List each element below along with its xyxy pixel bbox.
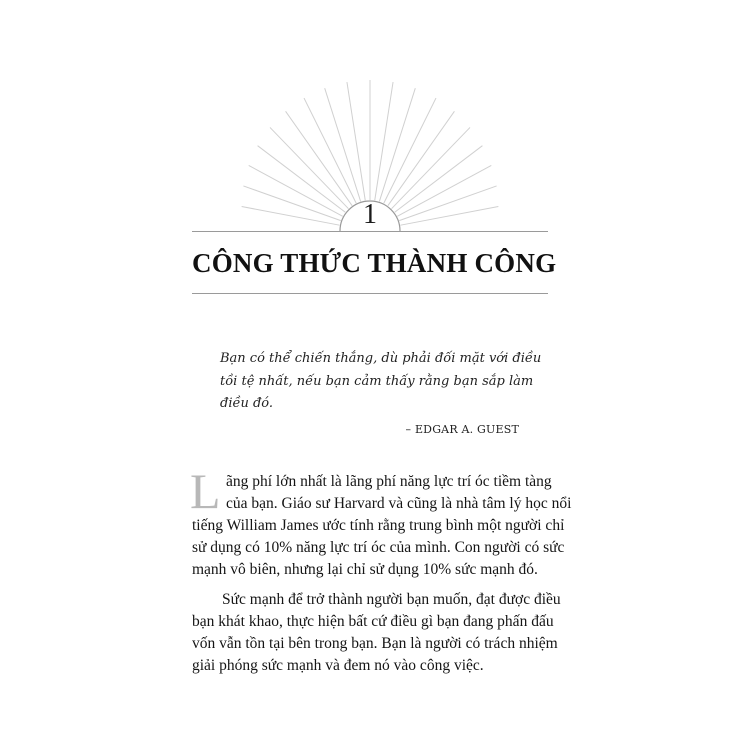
body-line: bạn khát khao, thực hiện bất cứ điều gì bạn đang phấn đấu <box>192 613 554 630</box>
epigraph-line: điều đó. <box>220 396 274 411</box>
body-line: giải phóng sức mạnh và đem nó vào công việc. <box>192 657 484 674</box>
body-paragraph-1 <box>190 463 572 581</box>
chapter-title: CÔNG THỨC THÀNH CÔNG <box>192 248 557 278</box>
title-rule-bottom <box>192 293 548 294</box>
epigraph-attribution: – EDGAR A. GUEST <box>405 423 519 436</box>
body-paragraph-2 <box>192 589 561 677</box>
body-line: mạnh vô biên, nhưng lại chỉ sử dụng 10% sức mạnh đó. <box>192 561 538 578</box>
body-line: vốn vẫn tồn tại bên trong bạn. Bạn là người có trách nhiệm <box>192 635 558 652</box>
epigraph-line: tồi tệ nhất, nếu bạn cảm thấy rằng bạn sắp làm <box>220 373 534 389</box>
epigraph-line: Bạn có thể chiến thắng, dù phải đối mặt với điều <box>220 351 542 366</box>
body-line: Sức mạnh để trở thành người bạn muốn, đạt được điều <box>222 591 561 608</box>
epigraph-quote <box>220 348 542 416</box>
title-rule-top <box>192 231 548 232</box>
chapter-number: 1 <box>363 199 377 230</box>
body-line: sử dụng có 10% năng lực trí óc của mình. Con người có sức <box>192 539 565 556</box>
body-line: tiếng William James ước tính rằng trung bình một người chỉ <box>192 517 565 534</box>
body-line: của bạn. Giáo sư Harvard và cũng là nhà tâm lý học nổi <box>226 495 572 512</box>
drop-cap: L <box>190 463 221 519</box>
body-line: ãng phí lớn nhất là lãng phí năng lực trí óc tiềm tàng <box>226 473 552 490</box>
